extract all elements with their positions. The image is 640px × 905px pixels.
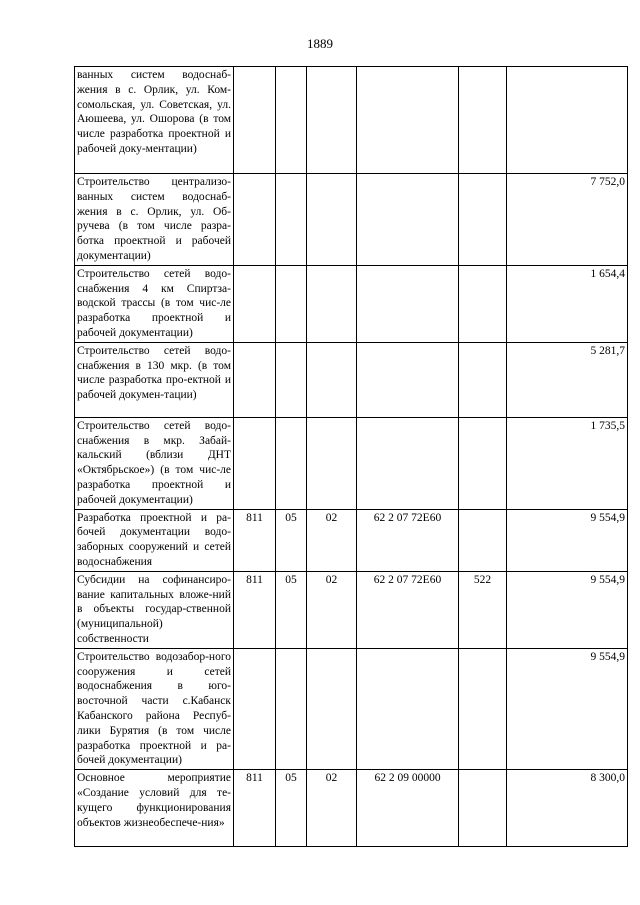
rz-cell xyxy=(276,342,307,417)
csr-cell xyxy=(357,174,459,266)
csr-cell xyxy=(357,342,459,417)
pr-cell xyxy=(307,648,357,769)
sum-cell xyxy=(507,67,628,174)
grbs-cell xyxy=(234,342,276,417)
row-name: Строительство сетей водо-снабжения в мкр. Забай-кальский (вблизи ДНТ «Октябрьское») (в том чис-ле разработка проектной и рабочей документации) xyxy=(75,417,234,509)
rz-cell xyxy=(276,174,307,266)
grbs-cell xyxy=(234,174,276,266)
csr-cell xyxy=(357,265,459,342)
table-row xyxy=(75,509,628,571)
table-row xyxy=(75,174,628,266)
row-name: ванных систем водоснаб-жения в с. Орлик, ул. Ком-сомольская, ул. Советская, ул. Аюшеева, ул. Ошорова (в том числе разработка проектной и рабочей доку-ментации) xyxy=(75,67,234,174)
sum-cell: 8 300,0 xyxy=(507,770,628,847)
rz-cell: 05 xyxy=(276,571,307,648)
vr-cell xyxy=(459,67,507,174)
pr-cell: 02 xyxy=(307,770,357,847)
grbs-cell: 811 xyxy=(234,571,276,648)
table-row xyxy=(75,648,628,769)
grbs-cell xyxy=(234,648,276,769)
vr-cell xyxy=(459,417,507,509)
sum-cell: 1 735,5 xyxy=(507,417,628,509)
table-row xyxy=(75,67,628,174)
csr-cell xyxy=(357,648,459,769)
rz-cell xyxy=(276,417,307,509)
csr-cell: 62 2 07 72Е60 xyxy=(357,571,459,648)
budget-table xyxy=(74,66,628,847)
pr-cell xyxy=(307,265,357,342)
row-name: Основное мероприятие «Создание условий для те-кущего функционирования объектов жизнеобеспече-ния» xyxy=(75,770,234,847)
vr-cell xyxy=(459,342,507,417)
table-row xyxy=(75,571,628,648)
grbs-cell xyxy=(234,265,276,342)
csr-cell xyxy=(357,417,459,509)
csr-cell: 62 2 07 72Е60 xyxy=(357,509,459,571)
row-name: Строительство сетей водо-снабжения 4 км Спиртза-водской трассы (в том чис-ле разработка проектной и рабочей документации) xyxy=(75,265,234,342)
pr-cell xyxy=(307,174,357,266)
vr-cell xyxy=(459,509,507,571)
row-name: Строительство сетей водо-снабжения в 130 мкр. (в том числе разработка про-ектной и рабочей докумен-тации) xyxy=(75,342,234,417)
sum-cell: 5 281,7 xyxy=(507,342,628,417)
grbs-cell: 811 xyxy=(234,770,276,847)
sum-cell: 7 752,0 xyxy=(507,174,628,266)
grbs-cell: 811 xyxy=(234,509,276,571)
row-name: Строительство водозабор-ного сооружения и сетей водоснабжения в юго-восточной части с.Кабанск Кабанского района Респуб-лики Бурятия (в том числе разработка проектной и ра-бочей документации) xyxy=(75,648,234,769)
rz-cell xyxy=(276,648,307,769)
row-name: Разработка проектной и ра-бочей документации водо-заборных сооружений и сетей водоснабжения xyxy=(75,509,234,571)
sum-cell: 9 554,9 xyxy=(507,648,628,769)
pr-cell: 02 xyxy=(307,571,357,648)
row-name: Строительство централизо-ванных систем водоснаб-жения в с. Орлик, ул. Об-ручева (в том числе разра-ботка проектной и рабочей документации) xyxy=(75,174,234,266)
pr-cell xyxy=(307,417,357,509)
vr-cell xyxy=(459,265,507,342)
page-number: 1889 xyxy=(307,36,333,51)
csr-cell xyxy=(357,67,459,174)
sum-cell: 1 654,4 xyxy=(507,265,628,342)
sum-cell: 9 554,9 xyxy=(507,509,628,571)
pr-cell xyxy=(307,342,357,417)
csr-cell: 62 2 09 00000 xyxy=(357,770,459,847)
pr-cell xyxy=(307,67,357,174)
rz-cell: 05 xyxy=(276,770,307,847)
vr-cell: 522 xyxy=(459,571,507,648)
vr-cell xyxy=(459,770,507,847)
vr-cell xyxy=(459,174,507,266)
table-row xyxy=(75,417,628,509)
table-row xyxy=(75,342,628,417)
sum-cell: 9 554,9 xyxy=(507,571,628,648)
grbs-cell xyxy=(234,67,276,174)
pr-cell: 02 xyxy=(307,509,357,571)
table-row xyxy=(75,770,628,847)
table-row xyxy=(75,265,628,342)
rz-cell xyxy=(276,265,307,342)
row-name: Субсидии на софинансиро-вание капитальных вложе-ний в объекты государ-ственной (муниципальной) собственности xyxy=(75,571,234,648)
grbs-cell xyxy=(234,417,276,509)
vr-cell xyxy=(459,648,507,769)
rz-cell: 05 xyxy=(276,509,307,571)
rz-cell xyxy=(276,67,307,174)
